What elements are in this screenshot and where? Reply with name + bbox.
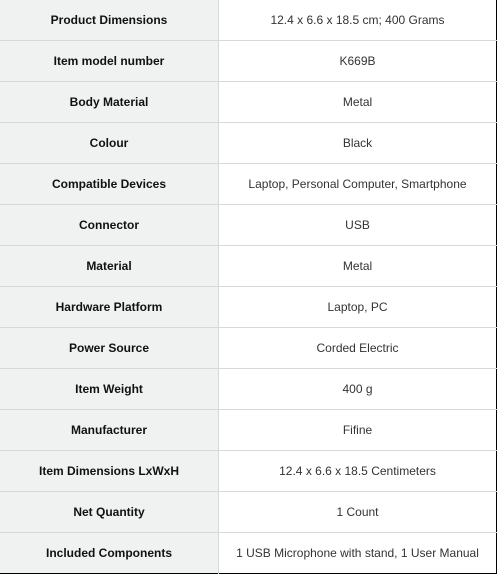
spec-value: 12.4 x 6.6 x 18.5 cm; 400 Grams: [219, 0, 497, 41]
spec-value: Fifine: [219, 410, 497, 451]
spec-label: Item Dimensions LxWxH: [0, 451, 219, 492]
spec-row-net-quantity: [0, 492, 497, 533]
spec-row-compatible-devices: [0, 164, 497, 205]
spec-label: Power Source: [0, 328, 219, 369]
spec-row-manufacturer: [0, 410, 497, 451]
spec-label: Manufacturer: [0, 410, 219, 451]
spec-row-material: [0, 246, 497, 287]
spec-row-body-material: [0, 82, 497, 123]
spec-value: 1 Count: [219, 492, 497, 533]
spec-value: USB: [219, 205, 497, 246]
spec-row-item-dimensions: [0, 451, 497, 492]
spec-value: Laptop, Personal Computer, Smartphone: [219, 164, 497, 205]
spec-label: Net Quantity: [0, 492, 219, 533]
spec-label: Item model number: [0, 41, 219, 82]
spec-value: K669B: [219, 41, 497, 82]
spec-row-hardware-platform: [0, 287, 497, 328]
spec-row-connector: [0, 205, 497, 246]
spec-value: 12.4 x 6.6 x 18.5 Centimeters: [219, 451, 497, 492]
spec-label: Connector: [0, 205, 219, 246]
spec-row-item-model-number: [0, 41, 497, 82]
spec-value: 400 g: [219, 369, 497, 410]
spec-label: Product Dimensions: [0, 0, 219, 41]
spec-value: Black: [219, 123, 497, 164]
spec-row-power-source: [0, 328, 497, 369]
spec-label: Hardware Platform: [0, 287, 219, 328]
spec-label: Item Weight: [0, 369, 219, 410]
spec-label: Colour: [0, 123, 219, 164]
spec-label: Body Material: [0, 82, 219, 123]
spec-value: Metal: [219, 82, 497, 123]
spec-label: Material: [0, 246, 219, 287]
spec-value: Corded Electric: [219, 328, 497, 369]
spec-value: 1 USB Microphone with stand, 1 User Manual: [219, 533, 497, 574]
spec-row-item-weight: [0, 369, 497, 410]
spec-row-included-components: [0, 533, 497, 574]
spec-value: Metal: [219, 246, 497, 287]
spec-label: Included Components: [0, 533, 219, 574]
spec-row-product-dimensions: [0, 0, 497, 41]
spec-row-colour: [0, 123, 497, 164]
spec-label: Compatible Devices: [0, 164, 219, 205]
spec-value: Laptop, PC: [219, 287, 497, 328]
